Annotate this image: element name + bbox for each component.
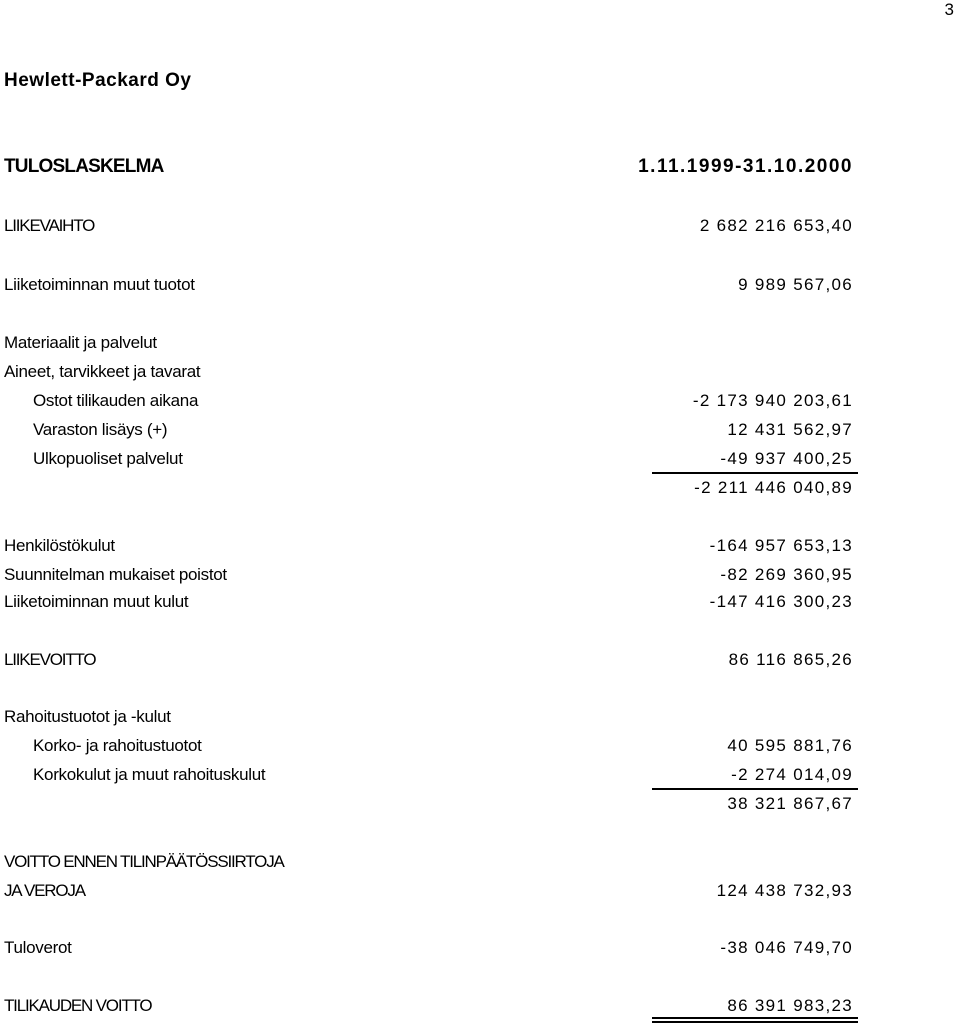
row-label-financial-expenses: Korkokulut ja muut rahoituskulut — [33, 765, 266, 784]
row-value-depreciation: -82 269 360,95 — [720, 565, 853, 584]
row-value-inventory-change: 12 431 562,97 — [727, 420, 853, 439]
row-value-financial-income: 40 595 881,76 — [727, 736, 853, 755]
row-value-income-taxes: -38 046 749,70 — [720, 938, 853, 957]
row-value-liikevaihto: 2 682 216 653,40 — [699, 216, 853, 235]
statement-title: TULOSLASKELMA — [4, 156, 164, 177]
row-label-other-income: Liiketoiminnan muut tuotot — [4, 275, 195, 294]
row-value-profit-before-taxes: 124 438 732,93 — [716, 881, 853, 900]
page-number: 3 — [944, 0, 954, 19]
row-value-net-profit: 86 391 983,23 — [727, 996, 853, 1015]
row-label-net-profit: TILIKAUDEN VOITTO — [4, 996, 152, 1015]
row-label-supplies: Aineet, tarvikkeet ja tavarat — [4, 362, 201, 381]
row-label-profit-before-heading: VOITTO ENNEN TILINPÄÄTÖSSIIRTOJA — [4, 852, 284, 871]
row-label-depreciation: Suunnitelman mukaiset poistot — [4, 565, 227, 584]
row-label-financial-income: Korko- ja rahoitustuotot — [33, 736, 202, 755]
row-value-external-services: -49 937 400,25 — [720, 449, 853, 468]
row-value-financial-expenses: -2 274 014,09 — [731, 765, 853, 784]
row-label-profit-before-taxes: JA VEROJA — [4, 881, 85, 900]
row-label-financial: Rahoitustuotot ja -kulut — [4, 707, 171, 726]
row-label-other-expenses: Liiketoiminnan muut kulut — [4, 592, 189, 611]
row-label-liikevaihto: LIIKEVAIHTO — [4, 216, 95, 235]
row-label-purchases: Ostot tilikauden aikana — [33, 391, 199, 410]
row-label-personnel: Henkilöstökulut — [4, 536, 115, 555]
row-value-materials-subtotal: -2 211 446 040,89 — [694, 478, 853, 497]
row-label-operating-profit: LIIKEVOITTO — [4, 650, 96, 669]
statement-period: 1.11.1999-31.10.2000 — [638, 156, 853, 177]
row-value-personnel: -164 957 653,13 — [709, 536, 853, 555]
total-rule-lower — [652, 1021, 858, 1023]
row-label-materials: Materiaalit ja palvelut — [4, 333, 157, 352]
row-label-external-services: Ulkopuoliset palvelut — [33, 449, 183, 468]
row-label-inventory-change: Varaston lisäys (+) — [33, 420, 168, 439]
row-value-other-expenses: -147 416 300,23 — [709, 592, 853, 611]
subtotal-rule — [652, 788, 858, 790]
company-name: Hewlett-Packard Oy — [4, 70, 192, 91]
total-rule-upper — [652, 1017, 858, 1019]
row-label-income-taxes: Tuloverot — [4, 938, 72, 957]
subtotal-rule — [652, 472, 858, 474]
row-value-purchases: -2 173 940 203,61 — [692, 391, 853, 410]
row-value-operating-profit: 86 116 865,26 — [728, 650, 853, 669]
row-value-other-income: 9 989 567,06 — [738, 275, 853, 294]
row-value-financial-subtotal: 38 321 867,67 — [727, 794, 853, 813]
